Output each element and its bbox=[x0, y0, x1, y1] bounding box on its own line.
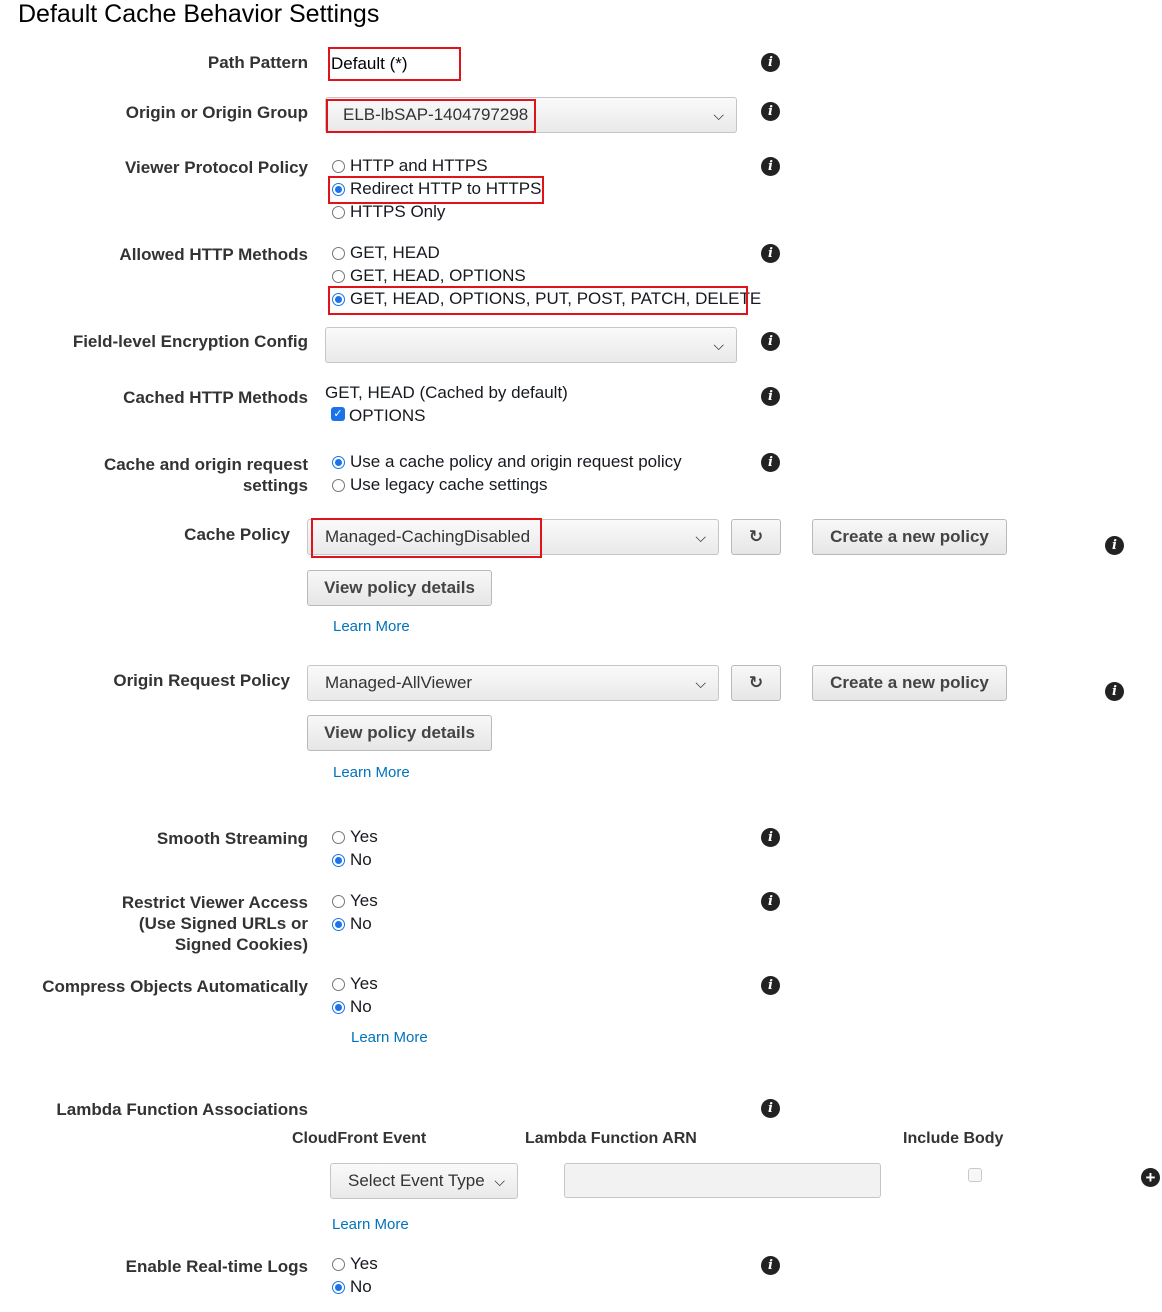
radio-button[interactable] bbox=[332, 1281, 345, 1294]
radio-compress-no[interactable] bbox=[332, 996, 372, 1018]
radio-label: HTTPS Only bbox=[350, 202, 446, 221]
radio-label: GET, HEAD, OPTIONS, PUT, POST, PATCH, DELETE bbox=[350, 289, 762, 308]
path-pattern-value: Default (*) bbox=[331, 54, 408, 73]
radio-button[interactable] bbox=[332, 854, 345, 867]
allowed-methods-label: Allowed HTTP Methods bbox=[119, 245, 308, 264]
realtime-logs-label: Enable Real-time Logs bbox=[125, 1257, 308, 1276]
radio-label: No bbox=[350, 850, 372, 869]
origin-label: Origin or Origin Group bbox=[125, 103, 308, 122]
learn-more-link[interactable]: Learn More bbox=[333, 618, 410, 635]
restrict-viewer-label-line1: Restrict Viewer Access bbox=[121, 893, 308, 912]
radio-label: Yes bbox=[350, 891, 378, 910]
cached-methods-label: Cached HTTP Methods bbox=[123, 388, 308, 407]
event-type-select[interactable] bbox=[330, 1163, 518, 1199]
radio-label: Yes bbox=[350, 827, 378, 846]
radio-button[interactable] bbox=[332, 456, 345, 469]
info-icon[interactable]: i bbox=[761, 157, 780, 176]
refresh-icon: ↻ bbox=[748, 527, 764, 546]
learn-more-link[interactable]: Learn More bbox=[333, 764, 410, 781]
chevron-down-icon: ⌵ bbox=[713, 107, 724, 123]
radio-realtime-no[interactable] bbox=[332, 1276, 372, 1298]
radio-use-legacy[interactable] bbox=[332, 474, 548, 496]
chevron-down-icon: ⌵ bbox=[695, 529, 706, 545]
restrict-viewer-label-line2: (Use Signed URLs or bbox=[138, 914, 308, 933]
radio-button[interactable] bbox=[332, 831, 345, 844]
include-body-checkbox[interactable] bbox=[968, 1168, 982, 1182]
refresh-icon: ↻ bbox=[748, 673, 764, 692]
radio-restrict-yes[interactable] bbox=[332, 890, 378, 912]
radio-label: No bbox=[350, 914, 372, 933]
cache-origin-label-line2: settings bbox=[242, 476, 308, 495]
radio-button[interactable] bbox=[332, 918, 345, 931]
learn-more-link[interactable]: Learn More bbox=[351, 1029, 428, 1046]
radio-get-head-options[interactable] bbox=[332, 265, 526, 287]
radio-label: Yes bbox=[350, 1254, 378, 1273]
highlight-box bbox=[311, 518, 542, 558]
radio-label: No bbox=[350, 997, 372, 1016]
info-icon[interactable]: i bbox=[1105, 536, 1124, 555]
radio-button[interactable] bbox=[332, 206, 345, 219]
refresh-button[interactable] bbox=[731, 665, 781, 701]
radio-button[interactable] bbox=[332, 247, 345, 260]
origin-request-policy-label: Origin Request Policy bbox=[113, 671, 290, 690]
info-icon[interactable]: i bbox=[761, 53, 780, 72]
highlight-box bbox=[328, 176, 544, 204]
radio-http-and-https[interactable] bbox=[332, 155, 488, 177]
info-icon[interactable]: i bbox=[761, 976, 780, 995]
plus-circle-icon[interactable]: + bbox=[1141, 1168, 1160, 1187]
cached-methods-text: GET, HEAD (Cached by default) bbox=[325, 383, 568, 402]
cache-origin-label-line1: Cache and origin request bbox=[103, 455, 308, 474]
info-icon[interactable]: i bbox=[761, 828, 780, 847]
radio-button[interactable] bbox=[332, 978, 345, 991]
radio-use-cache-policy[interactable] bbox=[332, 451, 682, 473]
col-header-include-body: Include Body bbox=[903, 1130, 1004, 1147]
radio-restrict-no[interactable] bbox=[332, 913, 372, 935]
info-icon[interactable]: i bbox=[761, 1099, 780, 1118]
radio-button[interactable] bbox=[332, 479, 345, 492]
fle-label: Field-level Encryption Config bbox=[72, 332, 308, 351]
info-icon[interactable]: i bbox=[1105, 682, 1124, 701]
radio-realtime-yes[interactable] bbox=[332, 1253, 378, 1275]
create-origin-policy-button[interactable]: Create a new policy bbox=[812, 665, 1007, 701]
path-pattern-label: Path Pattern bbox=[207, 53, 308, 72]
refresh-button[interactable] bbox=[731, 519, 781, 555]
radio-button[interactable] bbox=[332, 1258, 345, 1271]
info-icon[interactable]: i bbox=[761, 332, 780, 351]
options-checkbox[interactable]: ✓ bbox=[331, 407, 345, 421]
radio-smooth-yes[interactable] bbox=[332, 826, 378, 848]
info-icon[interactable]: i bbox=[761, 244, 780, 263]
radio-label: Use legacy cache settings bbox=[350, 475, 548, 494]
learn-more-link[interactable]: Learn More bbox=[332, 1216, 409, 1233]
radio-smooth-no[interactable] bbox=[332, 849, 372, 871]
view-cache-policy-button[interactable]: View policy details bbox=[307, 570, 492, 606]
radio-label: Yes bbox=[350, 974, 378, 993]
origin-request-policy-value: Managed-AllViewer bbox=[325, 673, 473, 692]
lambda-label: Lambda Function Associations bbox=[56, 1100, 308, 1119]
radio-button[interactable] bbox=[332, 895, 345, 908]
smooth-streaming-label: Smooth Streaming bbox=[156, 829, 308, 848]
radio-label: GET, HEAD, OPTIONS bbox=[350, 266, 526, 285]
radio-button[interactable] bbox=[332, 1001, 345, 1014]
viewer-protocol-label: Viewer Protocol Policy bbox=[125, 158, 308, 177]
info-icon[interactable]: i bbox=[761, 102, 780, 121]
info-icon[interactable]: i bbox=[761, 387, 780, 406]
compress-label: Compress Objects Automatically bbox=[42, 977, 308, 996]
page-title: Default Cache Behavior Settings bbox=[18, 0, 380, 28]
chevron-down-icon: ⌵ bbox=[494, 1173, 505, 1189]
event-type-value: Select Event Type bbox=[348, 1171, 485, 1190]
create-cache-policy-button[interactable]: Create a new policy bbox=[812, 519, 1007, 555]
lambda-arn-input[interactable] bbox=[564, 1163, 881, 1198]
view-origin-policy-button[interactable]: View policy details bbox=[307, 715, 492, 751]
radio-label: No bbox=[350, 1277, 372, 1296]
options-checkbox-label: OPTIONS bbox=[349, 406, 426, 425]
radio-label: Use a cache policy and origin request policy bbox=[350, 452, 682, 471]
info-icon[interactable]: i bbox=[761, 892, 780, 911]
radio-label: Redirect HTTP to HTTPS bbox=[350, 179, 542, 198]
info-icon[interactable]: i bbox=[761, 1256, 780, 1275]
info-icon[interactable]: i bbox=[761, 453, 780, 472]
chevron-down-icon: ⌵ bbox=[713, 337, 724, 353]
cache-policy-value: Managed-CachingDisabled bbox=[325, 527, 531, 546]
highlight-box bbox=[328, 47, 461, 81]
highlight-box bbox=[326, 99, 536, 133]
radio-https-only[interactable] bbox=[332, 201, 445, 223]
chevron-down-icon: ⌵ bbox=[695, 675, 706, 691]
restrict-viewer-label-line3: Signed Cookies) bbox=[174, 935, 308, 954]
radio-label: GET, HEAD bbox=[350, 243, 440, 262]
highlight-box bbox=[328, 286, 748, 315]
radio-button[interactable] bbox=[332, 270, 345, 283]
col-header-lambda-arn: Lambda Function ARN bbox=[525, 1130, 697, 1147]
radio-label: HTTP and HTTPS bbox=[350, 156, 488, 175]
origin-request-policy-select[interactable] bbox=[307, 665, 719, 701]
col-header-cloudfront-event: CloudFront Event bbox=[292, 1130, 427, 1147]
cache-policy-label: Cache Policy bbox=[184, 525, 290, 544]
radio-button[interactable] bbox=[332, 160, 345, 173]
fle-select[interactable] bbox=[325, 327, 737, 363]
radio-get-head[interactable] bbox=[332, 242, 440, 264]
radio-compress-yes[interactable] bbox=[332, 973, 378, 995]
origin-select-value: ELB-lbSAP-1404797298 bbox=[343, 105, 529, 124]
